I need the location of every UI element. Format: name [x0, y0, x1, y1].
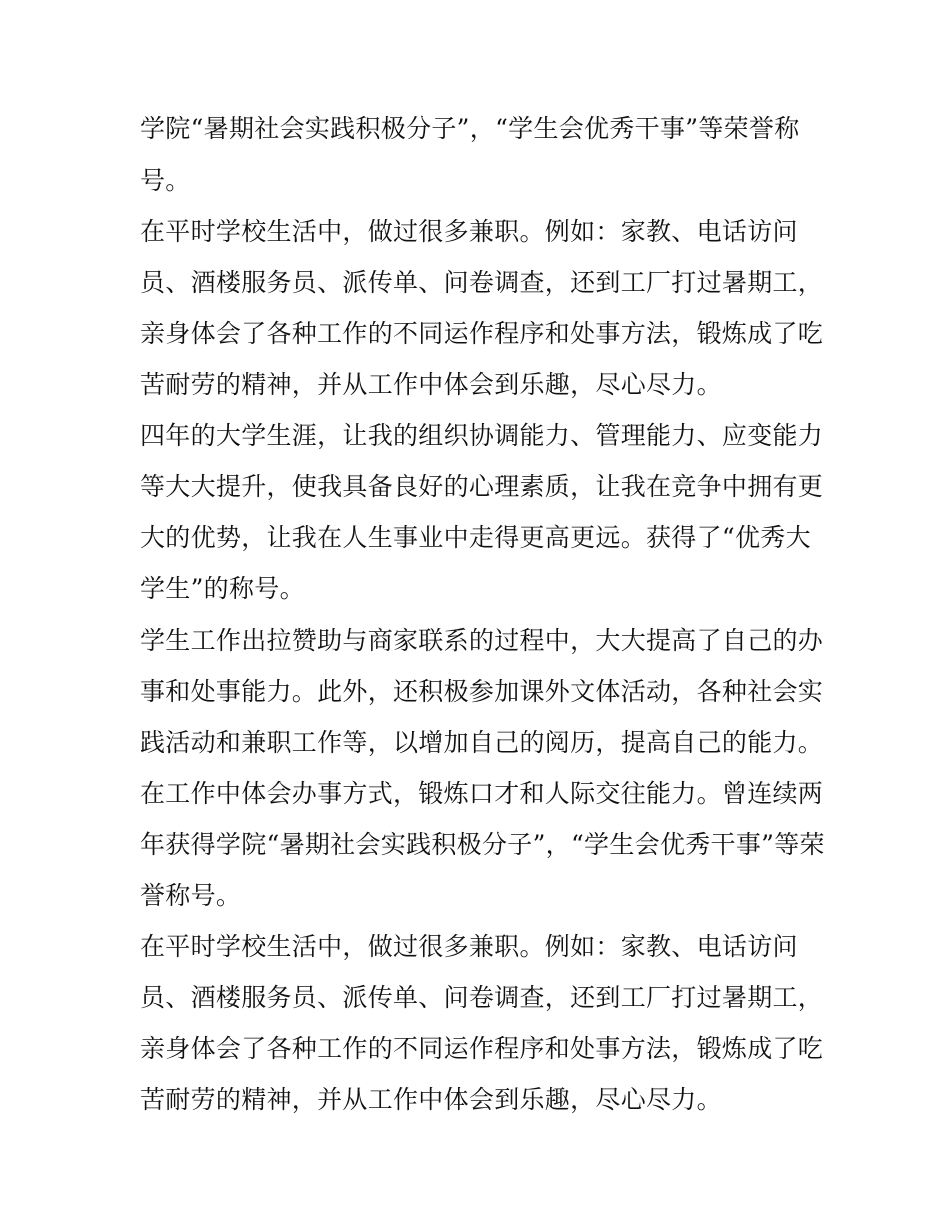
text-line: 亲身体会了各种工作的不同运作程序和处事方法，锻炼成了吃 — [140, 1034, 824, 1063]
text-line: 事和处事能力。此外，还积极参加课外文体活动，各种社会实 — [140, 677, 824, 706]
text-line: 大的优势，让我在人生事业中走得更高更远。获得了“优秀大 — [140, 523, 811, 552]
text-line: 员、酒楼服务员、派传单、问卷调查，还到工厂打过暑期工， — [140, 983, 824, 1012]
text-line: 学院“暑期社会实践积极分子”，“学生会优秀干事”等荣誉称 — [140, 114, 800, 143]
text-line: 誉称号。 — [140, 881, 242, 910]
text-line: 在平时学校生活中，做过很多兼职。例如：家教、电话访问 — [140, 217, 798, 246]
text-line: 苦耐劳的精神，并从工作中体会到乐趣，尽心尽力。 — [140, 1085, 722, 1114]
text-line: 学生工作出拉赞助与商家联系的过程中，大大提高了自己的办 — [140, 626, 824, 655]
text-line: 学生”的称号。 — [140, 574, 305, 603]
text-line: 等大大提升，使我具备良好的心理素质，让我在竞争中拥有更 — [140, 472, 824, 501]
text-line: 亲身体会了各种工作的不同运作程序和处事方法，锻炼成了吃 — [140, 319, 824, 348]
text-line: 在工作中体会办事方式，锻炼口才和人际交往能力。曾连续两 — [140, 779, 824, 808]
text-line: 四年的大学生涯，让我的组织协调能力、管理能力、应变能力 — [140, 421, 824, 450]
text-line: 号。 — [140, 166, 191, 195]
text-line: 苦耐劳的精神，并从工作中体会到乐趣，尽心尽力。 — [140, 370, 722, 399]
text-line: 员、酒楼服务员、派传单、问卷调查，还到工厂打过暑期工， — [140, 268, 824, 297]
text-line: 践活动和兼职工作等，以增加自己的阅历，提高自己的能力。 — [140, 728, 824, 757]
text-line: 年获得学院“暑期社会实践积极分子”，“学生会优秀干事”等荣 — [140, 830, 825, 859]
text-line: 在平时学校生活中，做过很多兼职。例如：家教、电话访问 — [140, 932, 798, 961]
